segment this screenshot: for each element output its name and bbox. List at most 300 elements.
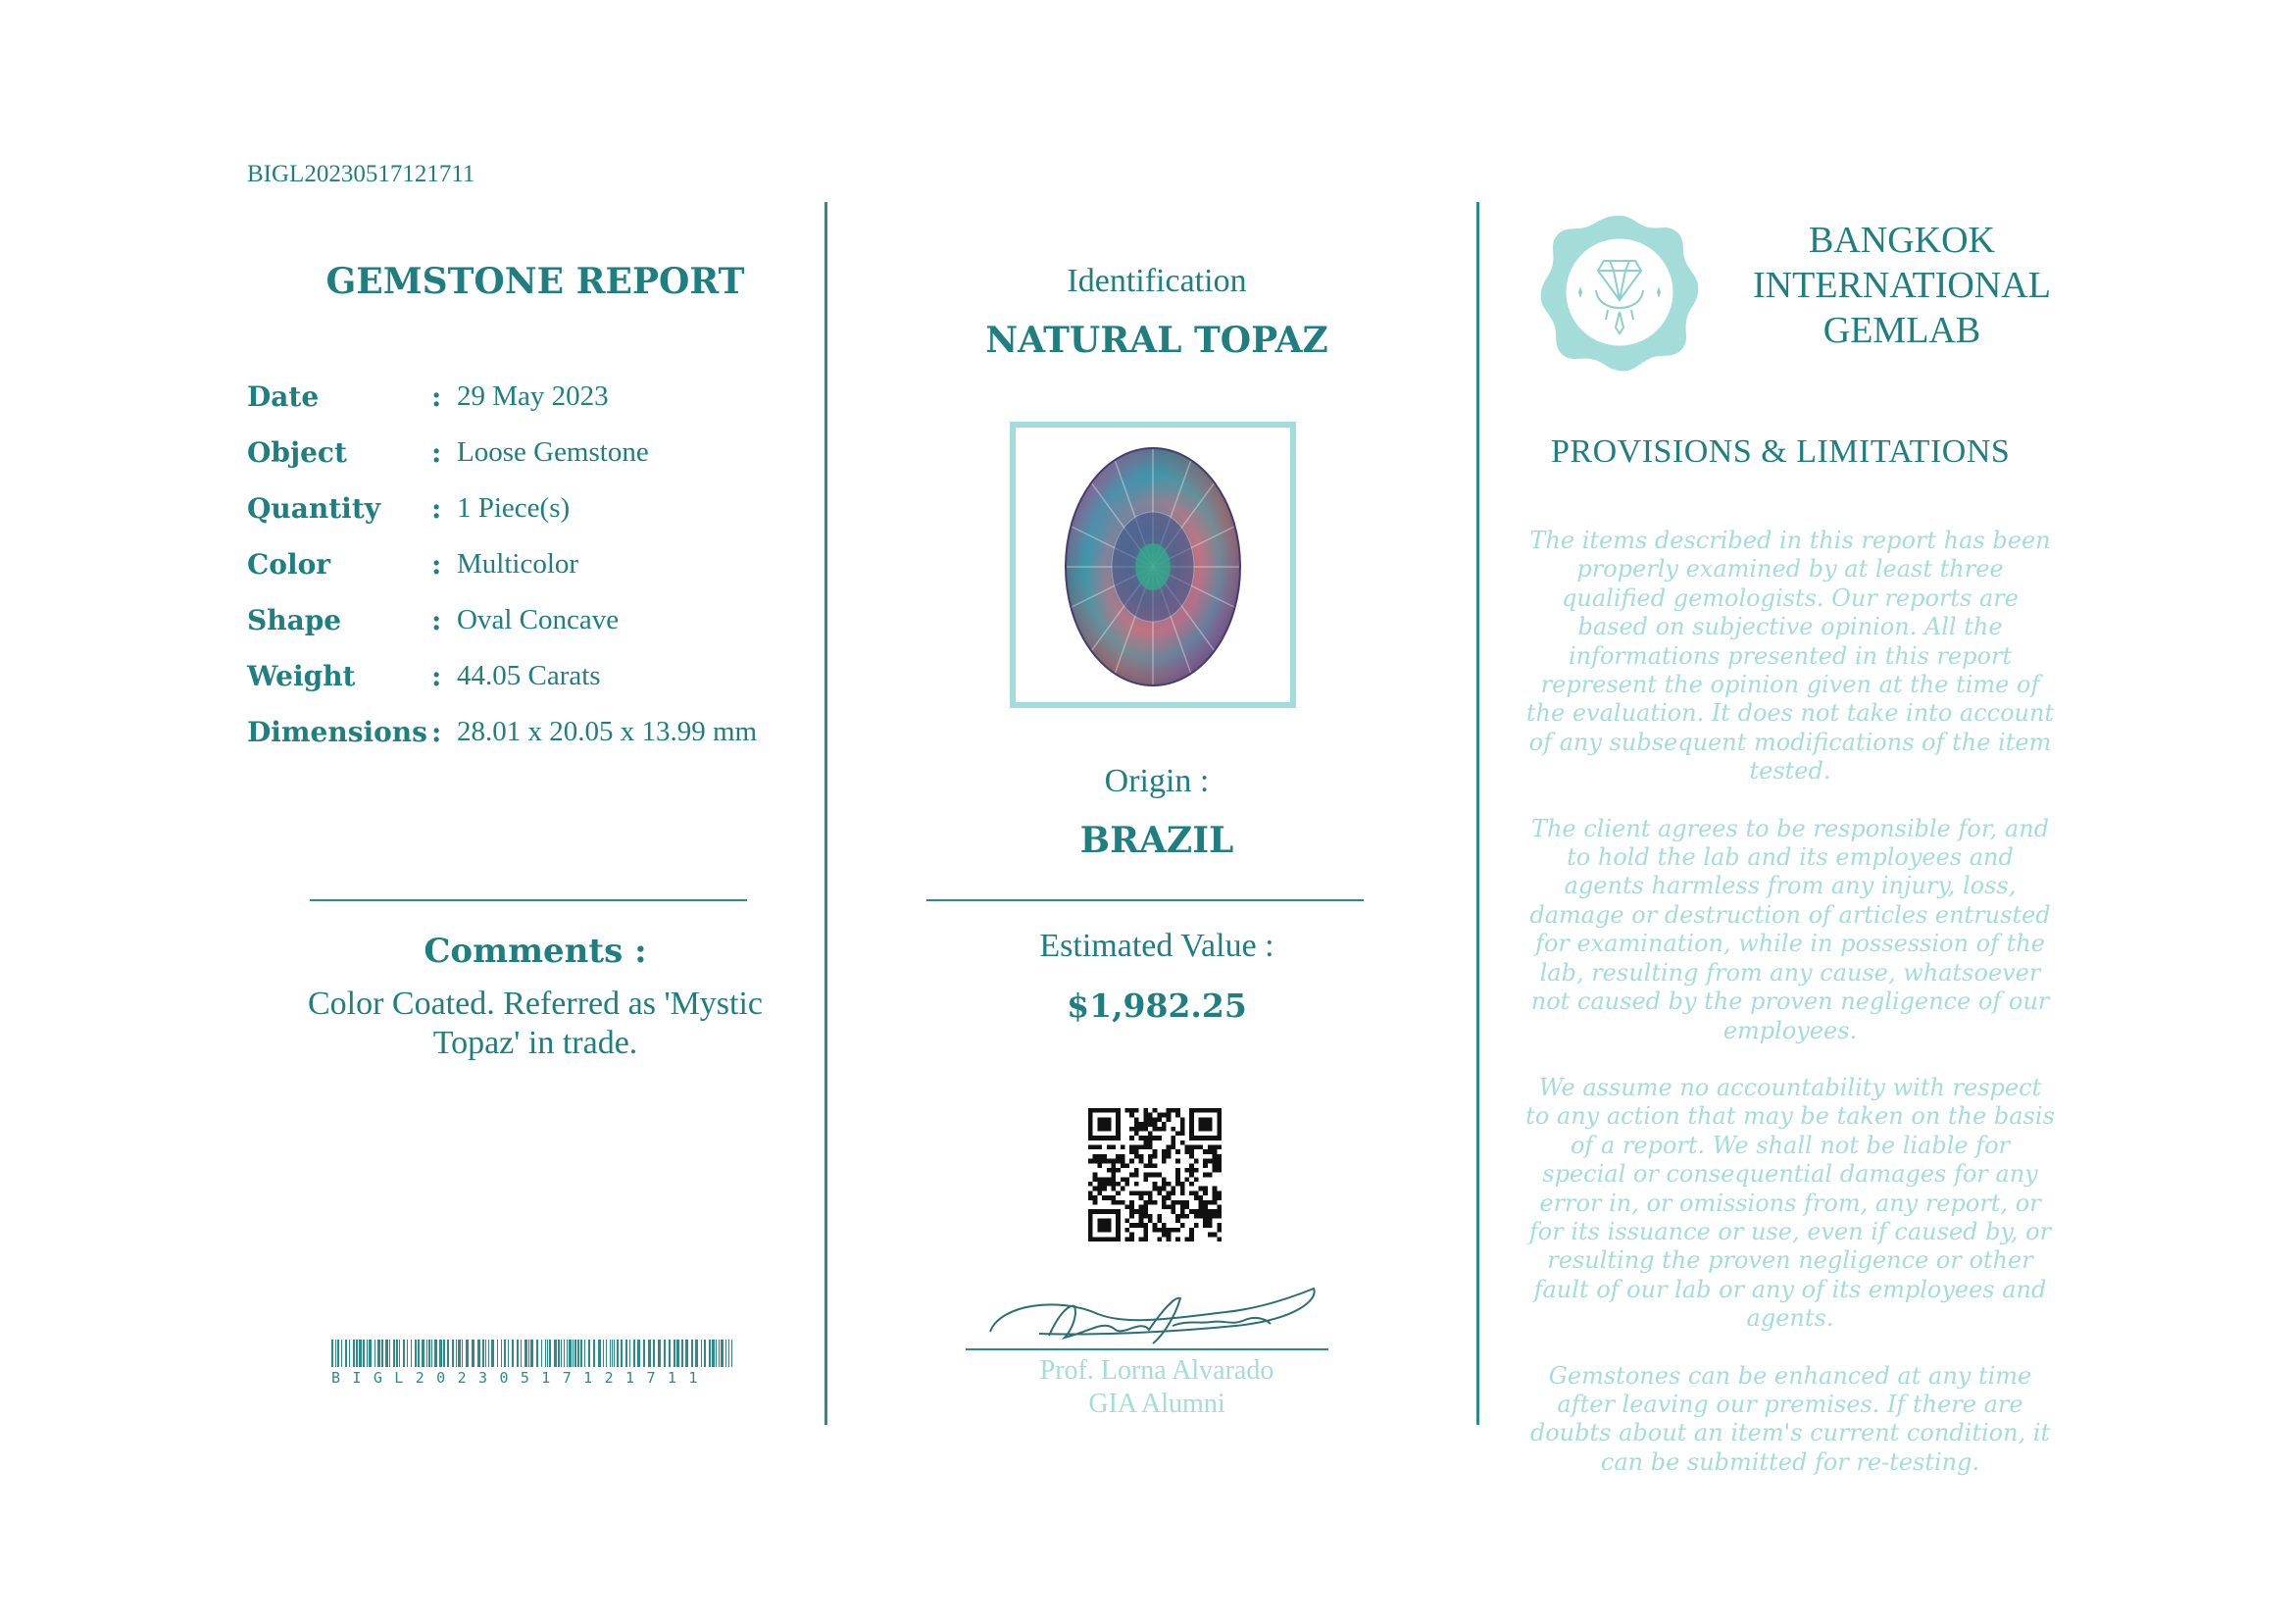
qr-module: [1189, 1149, 1194, 1154]
barcode-bar: [335, 1340, 336, 1367]
qr-module: [1153, 1223, 1158, 1228]
barcode-bar: [629, 1340, 630, 1367]
qr-module: [1153, 1163, 1158, 1168]
barcode-bar: [716, 1340, 717, 1367]
barcode-bar: [389, 1340, 390, 1367]
qr-module: [1189, 1228, 1194, 1233]
qr-module: [1148, 1140, 1153, 1145]
qr-module: [1116, 1136, 1121, 1140]
qr-module: [1143, 1108, 1148, 1113]
barcode-bar: [415, 1340, 417, 1367]
qr-module: [1134, 1122, 1139, 1127]
qr-module: [1184, 1200, 1189, 1205]
qr-module: [1153, 1228, 1158, 1233]
qr-module: [1189, 1127, 1194, 1132]
qr-module: [1194, 1209, 1199, 1214]
qr-module: [1129, 1214, 1134, 1219]
qr-module: [1171, 1108, 1175, 1113]
qr-module: [1121, 1187, 1125, 1191]
barcode-bar: [512, 1340, 514, 1367]
provisions-text: [1525, 527, 2055, 1505]
barcode-bar: [341, 1340, 342, 1367]
identification-value: NATURAL TOPAZ: [985, 320, 1328, 361]
qr-module: [1162, 1204, 1167, 1209]
qr-module: [1213, 1233, 1218, 1238]
barcode-bar: [367, 1340, 368, 1367]
qr-module: [1213, 1195, 1218, 1200]
qr-module: [1157, 1228, 1162, 1233]
qr-module: [1139, 1154, 1144, 1159]
detail-label: Weight: [247, 660, 356, 692]
qr-module: [1217, 1237, 1222, 1241]
barcode-bar: [567, 1340, 568, 1367]
qr-module: [1143, 1177, 1148, 1182]
qr-module: [1116, 1190, 1121, 1195]
qr-module: [1134, 1173, 1139, 1178]
barcode-bar: [709, 1340, 711, 1367]
detail-value: 44.05 Carats: [457, 660, 601, 691]
qr-module: [1139, 1195, 1144, 1200]
barcode-bar: [345, 1340, 347, 1367]
qr-module: [1097, 1154, 1102, 1159]
qr-module: [1102, 1209, 1107, 1214]
qr-module: [1111, 1177, 1116, 1182]
qr-module: [1208, 1233, 1213, 1238]
column-divider-right: [1476, 202, 1479, 1425]
barcode-text: BIGL20230517121711: [331, 1369, 710, 1387]
barcode-bar: [704, 1340, 706, 1367]
barcode-bar: [443, 1340, 445, 1367]
qr-module: [1217, 1127, 1222, 1132]
qr-module: [1203, 1187, 1208, 1191]
barcode-bar: [508, 1340, 509, 1367]
qr-module: [1111, 1145, 1116, 1150]
barcode-bar: [536, 1340, 538, 1367]
qr-module: [1097, 1219, 1102, 1224]
qr-module: [1116, 1108, 1121, 1113]
qr-module: [1199, 1187, 1204, 1191]
barcode-bar: [719, 1340, 720, 1367]
barcode-bar: [482, 1340, 484, 1367]
qr-module: [1093, 1159, 1098, 1164]
qr-module: [1143, 1117, 1148, 1122]
detail-separator: :: [431, 380, 442, 413]
estimated-value: $1,982.25: [1067, 987, 1247, 1025]
qr-module: [1116, 1117, 1121, 1122]
qr-module: [1189, 1117, 1194, 1122]
qr-module: [1143, 1190, 1148, 1195]
qr-module: [1143, 1163, 1148, 1168]
qr-module: [1139, 1159, 1144, 1164]
qr-module: [1217, 1223, 1222, 1228]
qr-module: [1129, 1209, 1134, 1214]
qr-module: [1102, 1154, 1107, 1159]
provision-paragraph: The items described in this report has been properly examined by at least three qualified gemologists. Our reports are based on subjective opinion. All the informations presented in this report represent the opinion given at the time of the evaluation. It does not take into account of any subsequent modifications of the item tested.: [1525, 527, 2055, 785]
qr-module: [1088, 1122, 1093, 1127]
barcode-bar: [426, 1340, 427, 1367]
detail-separator: :: [431, 660, 442, 692]
barcode-bar: [674, 1340, 675, 1367]
barcode-bar: [731, 1340, 732, 1367]
qr-module: [1107, 1108, 1112, 1113]
detail-row-shape: [247, 604, 796, 660]
barcode-bar: [569, 1340, 572, 1367]
barcode-bar: [477, 1340, 480, 1367]
qr-module: [1208, 1127, 1213, 1132]
qr-module: [1097, 1127, 1102, 1132]
qr-module: [1175, 1159, 1180, 1164]
qr-module: [1213, 1200, 1218, 1205]
qr-module: [1184, 1237, 1189, 1241]
signature: [980, 1275, 1323, 1353]
qr-module: [1153, 1117, 1158, 1122]
qr-module: [1162, 1149, 1167, 1154]
qr-module: [1148, 1200, 1153, 1205]
detail-row-object: [247, 436, 796, 492]
qr-module: [1088, 1182, 1093, 1187]
qr-module: [1162, 1159, 1167, 1164]
barcode-bar: [669, 1340, 671, 1367]
barcode-bar: [458, 1340, 461, 1367]
qr-module: [1093, 1237, 1098, 1241]
identification-label: Identification: [1067, 263, 1247, 299]
qr-module: [1102, 1187, 1107, 1191]
qr-module: [1208, 1159, 1213, 1164]
qr-module: [1097, 1182, 1102, 1187]
qr-module: [1203, 1117, 1208, 1122]
qr-module: [1217, 1154, 1222, 1159]
qr-module: [1199, 1204, 1204, 1209]
seal-icon: [1539, 212, 1700, 373]
qr-module: [1139, 1204, 1144, 1209]
qr-module: [1153, 1127, 1158, 1132]
barcode-bar: [545, 1340, 546, 1367]
qr-module: [1143, 1223, 1148, 1228]
qr-module: [1184, 1177, 1189, 1182]
qr-code: [1088, 1108, 1222, 1241]
barcode-bar: [681, 1340, 683, 1367]
qr-module: [1213, 1187, 1218, 1191]
qr-module: [1116, 1113, 1121, 1118]
barcode-bar: [606, 1340, 607, 1367]
barcode-bar: [701, 1340, 702, 1367]
qr-module: [1203, 1209, 1208, 1214]
qr-module: [1157, 1214, 1162, 1219]
qr-module: [1088, 1219, 1093, 1224]
qr-module: [1199, 1136, 1204, 1140]
qr-module: [1148, 1173, 1153, 1178]
qr-module: [1107, 1195, 1112, 1200]
qr-module: [1189, 1237, 1194, 1241]
qr-module: [1199, 1195, 1204, 1200]
qr-module: [1093, 1136, 1098, 1140]
barcode-bar: [573, 1340, 574, 1367]
qr-module: [1175, 1113, 1180, 1118]
barcode-bar: [721, 1340, 724, 1367]
qr-module: [1129, 1173, 1134, 1178]
qr-module: [1088, 1214, 1093, 1219]
qr-module: [1194, 1145, 1199, 1150]
barcode-bar: [554, 1340, 557, 1367]
barcode-bar: [558, 1340, 560, 1367]
qr-module: [1203, 1219, 1208, 1224]
qr-module: [1171, 1209, 1175, 1214]
qr-module: [1134, 1190, 1139, 1195]
qr-module: [1143, 1233, 1148, 1238]
qr-module: [1097, 1122, 1102, 1127]
qr-module: [1097, 1163, 1102, 1168]
qr-module: [1217, 1190, 1222, 1195]
provision-paragraph: Gemstones can be enhanced at any time after leaving our premises. If there are doubts about an item's current condition, it can be submitted for re-testing.: [1529, 1361, 2051, 1476]
qr-module: [1116, 1122, 1121, 1127]
barcode-bar: [637, 1340, 640, 1367]
qr-module: [1203, 1214, 1208, 1219]
qr-module: [1107, 1228, 1112, 1233]
qr-module: [1184, 1204, 1189, 1209]
barcode-bar: [472, 1340, 474, 1367]
qr-module: [1175, 1219, 1180, 1224]
qr-module: [1153, 1173, 1158, 1178]
qr-module: [1129, 1200, 1134, 1205]
qr-module: [1125, 1163, 1130, 1168]
barcode-bar: [685, 1340, 688, 1367]
qr-module: [1153, 1182, 1158, 1187]
qr-module: [1194, 1108, 1199, 1113]
qr-module: [1088, 1228, 1093, 1233]
qr-module: [1189, 1113, 1194, 1118]
qr-module: [1189, 1163, 1194, 1168]
qr-module: [1125, 1228, 1130, 1233]
qr-module: [1143, 1145, 1148, 1150]
qr-module: [1157, 1190, 1162, 1195]
qr-module: [1088, 1108, 1093, 1113]
detail-value: 28.01 x 20.05 x 13.99 mm: [457, 716, 758, 747]
report-number: BIGL20230517121711: [247, 161, 475, 187]
barcode-bar: [381, 1340, 383, 1367]
qr-module: [1097, 1223, 1102, 1228]
barcode-bar: [349, 1340, 350, 1367]
barcode-bar: [547, 1340, 548, 1367]
qr-module: [1139, 1127, 1144, 1132]
barcode-bar: [580, 1340, 582, 1367]
qr-module: [1139, 1214, 1144, 1219]
qr-module: [1148, 1145, 1153, 1150]
qr-module: [1180, 1209, 1185, 1214]
qr-module: [1134, 1145, 1139, 1150]
qr-module: [1116, 1223, 1121, 1228]
barcode-bar: [359, 1340, 362, 1367]
qr-module: [1203, 1173, 1208, 1178]
qr-module: [1111, 1237, 1116, 1241]
barcode-bar: [331, 1340, 333, 1367]
qr-module: [1088, 1145, 1093, 1150]
detail-row-color: [247, 548, 796, 604]
qr-module: [1157, 1113, 1162, 1118]
qr-module: [1129, 1233, 1134, 1238]
qr-module: [1097, 1108, 1102, 1113]
qr-module: [1093, 1108, 1098, 1113]
detail-separator: :: [431, 492, 442, 525]
qr-module: [1157, 1187, 1162, 1191]
qr-module: [1111, 1187, 1116, 1191]
qr-module: [1116, 1233, 1121, 1238]
barcode-bar: [403, 1340, 405, 1367]
qr-module: [1217, 1209, 1222, 1214]
lab-name: BANGKOK INTERNATIONAL GEMLAB: [1753, 220, 2051, 351]
qr-module: [1102, 1195, 1107, 1200]
qr-module: [1171, 1140, 1175, 1145]
qr-module: [1208, 1149, 1213, 1154]
qr-module: [1125, 1219, 1130, 1224]
qr-module: [1175, 1200, 1180, 1205]
barcode-bar: [577, 1340, 579, 1367]
qr-module: [1217, 1136, 1222, 1140]
qr-module: [1102, 1177, 1107, 1182]
comments-text: Color Coated. Referred as 'Mystic Topaz' in trade.: [307, 986, 764, 1061]
qr-module: [1189, 1131, 1194, 1136]
qr-module: [1097, 1177, 1102, 1182]
qr-module: [1097, 1237, 1102, 1241]
qr-module: [1162, 1177, 1167, 1182]
qr-module: [1121, 1163, 1125, 1168]
qr-module: [1199, 1214, 1204, 1219]
qr-module: [1107, 1159, 1112, 1164]
barcode-bar: [363, 1340, 365, 1367]
qr-module: [1116, 1228, 1121, 1233]
qr-module: [1134, 1108, 1139, 1113]
qr-module: [1194, 1223, 1199, 1228]
barcode-bar: [407, 1340, 408, 1367]
barcode-bar: [633, 1340, 635, 1367]
qr-module: [1088, 1190, 1093, 1195]
detail-separator: :: [431, 716, 442, 748]
qr-module: [1097, 1117, 1102, 1122]
qr-module: [1180, 1122, 1185, 1127]
qr-module: [1189, 1209, 1194, 1214]
barcode-bar: [399, 1340, 400, 1367]
qr-module: [1143, 1113, 1148, 1118]
qr-module: [1157, 1173, 1162, 1178]
qr-module: [1162, 1200, 1167, 1205]
qr-module: [1194, 1214, 1199, 1219]
qr-module: [1102, 1237, 1107, 1241]
qr-module: [1088, 1209, 1093, 1214]
barcode-bar: [356, 1340, 358, 1367]
column-divider-left: [824, 202, 827, 1425]
qr-module: [1121, 1159, 1125, 1164]
qr-module: [1102, 1219, 1107, 1224]
barcode-bar: [648, 1340, 651, 1367]
qr-module: [1111, 1195, 1116, 1200]
qr-module: [1088, 1136, 1093, 1140]
qr-module: [1189, 1182, 1194, 1187]
barcode-bar: [530, 1340, 533, 1367]
middle-divider-line: [926, 899, 1364, 901]
qr-module: [1107, 1209, 1112, 1214]
qr-module: [1107, 1219, 1112, 1224]
detail-separator: :: [431, 548, 442, 581]
qr-module: [1129, 1136, 1134, 1140]
barcode-bar: [396, 1340, 398, 1367]
barcode-bar: [431, 1340, 432, 1367]
detail-label: Color: [247, 548, 331, 581]
qr-module: [1111, 1136, 1116, 1140]
qr-module: [1143, 1200, 1148, 1205]
qr-module: [1139, 1190, 1144, 1195]
qr-module: [1199, 1200, 1204, 1205]
qr-module: [1189, 1136, 1194, 1140]
qr-module: [1217, 1145, 1222, 1150]
detail-row-weight: [247, 660, 796, 716]
qr-module: [1148, 1113, 1153, 1118]
qr-module: [1148, 1159, 1153, 1164]
qr-module: [1180, 1200, 1185, 1205]
qr-module: [1208, 1122, 1213, 1127]
qr-module: [1116, 1159, 1121, 1164]
detail-label: Quantity: [247, 492, 381, 525]
qr-module: [1134, 1149, 1139, 1154]
qr-module: [1111, 1200, 1116, 1205]
qr-module: [1167, 1154, 1172, 1159]
qr-module: [1167, 1117, 1172, 1122]
qr-module: [1208, 1145, 1213, 1150]
qr-module: [1175, 1228, 1180, 1233]
qr-module: [1102, 1159, 1107, 1164]
qr-module: [1162, 1182, 1167, 1187]
qr-module: [1107, 1122, 1112, 1127]
qr-module: [1167, 1237, 1172, 1241]
detail-label: Object: [247, 436, 347, 469]
detail-label: Date: [247, 380, 320, 413]
barcode-bar: [653, 1340, 655, 1367]
qr-module: [1153, 1154, 1158, 1159]
barcode-bar: [564, 1340, 565, 1367]
provision-paragraph: The client agrees to be responsible for, and to hold the lab and its employees and agents harmless from any injury, loss, damage or destruction of articles entrusted for examination, while in possession of the lab, resulting from any cause, whatsoever not caused by the proven negligence of our employees.: [1529, 814, 2051, 1044]
qr-module: [1171, 1200, 1175, 1205]
qr-module: [1199, 1145, 1204, 1150]
barcode-bar: [497, 1340, 498, 1367]
qr-module: [1116, 1237, 1121, 1241]
qr-module: [1129, 1145, 1134, 1150]
barcode-bar: [617, 1340, 619, 1367]
barcode-bar: [612, 1340, 613, 1367]
qr-module: [1199, 1209, 1204, 1214]
qr-module: [1213, 1209, 1218, 1214]
qr-module: [1129, 1113, 1134, 1118]
qr-module: [1167, 1145, 1172, 1150]
qr-module: [1180, 1140, 1185, 1145]
detail-value: Oval Concave: [457, 604, 620, 635]
gemstone-photo-frame: [1010, 422, 1296, 708]
qr-module: [1175, 1168, 1180, 1173]
barcode-bar: [385, 1340, 388, 1367]
qr-module: [1171, 1187, 1175, 1191]
qr-module: [1208, 1117, 1213, 1122]
barcode-bar: [501, 1340, 502, 1367]
qr-module: [1116, 1168, 1121, 1173]
qr-module: [1175, 1177, 1180, 1182]
qr-module: [1148, 1117, 1153, 1122]
qr-module: [1175, 1108, 1180, 1113]
barcode-bar: [452, 1340, 454, 1367]
qr-module: [1162, 1195, 1167, 1200]
qr-module: [1116, 1200, 1121, 1205]
qr-module: [1189, 1122, 1194, 1127]
qr-module: [1129, 1108, 1134, 1113]
qr-module: [1199, 1108, 1204, 1113]
qr-module: [1134, 1182, 1139, 1187]
qr-module: [1093, 1200, 1098, 1205]
